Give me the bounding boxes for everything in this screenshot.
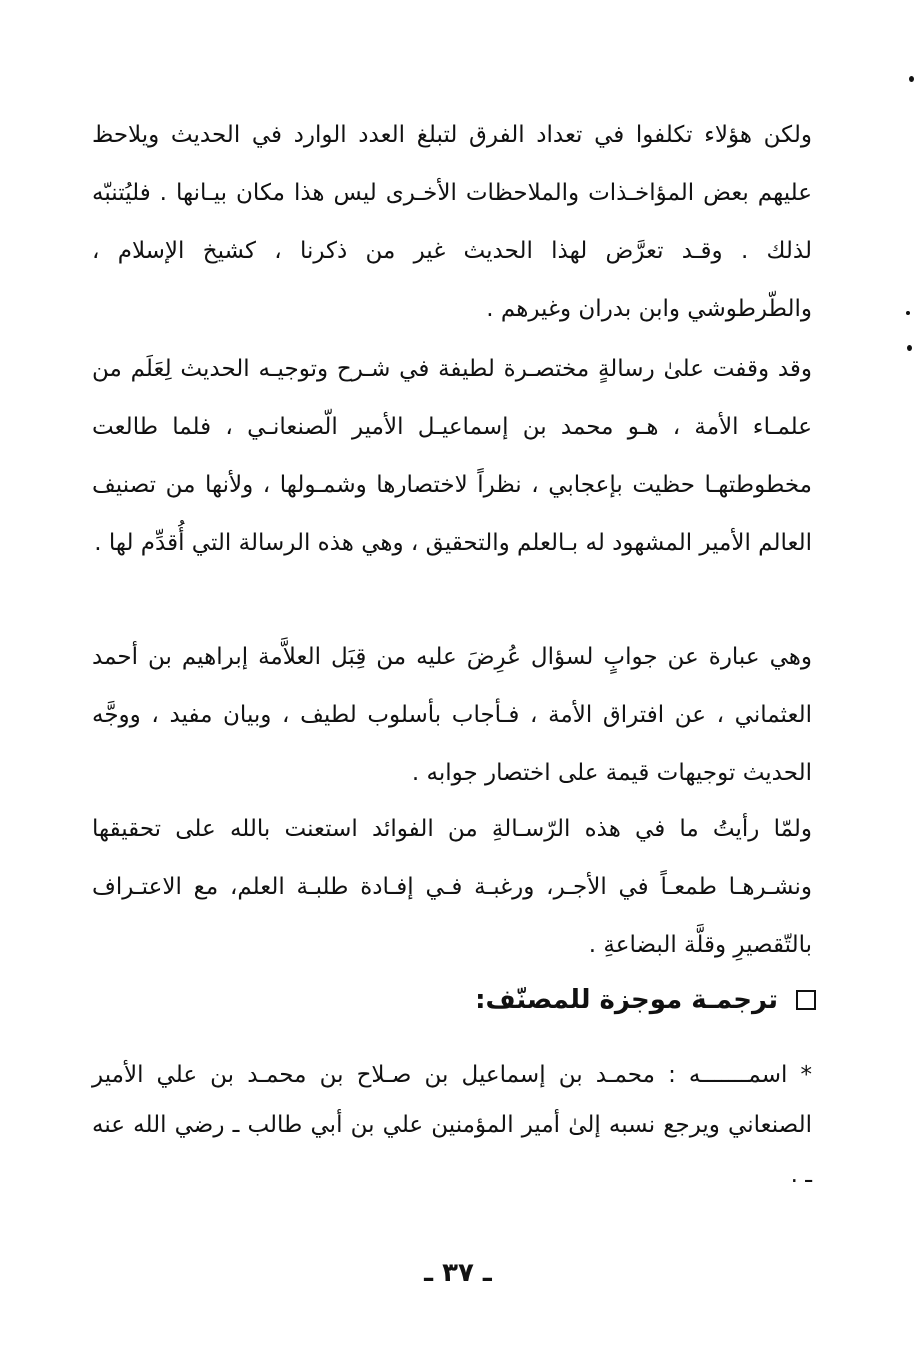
page-number: ـ ٣٧ ـ	[424, 1258, 492, 1288]
paragraph-author-name: * اسمـــــــه : محمـد بن إسماعيل بن صـلاح بن محمـد بن علي الأمير الصنعاني ويرجع نسبه إلىٰ أمير المؤمنين علي بن أبي طالب ـ رضي الله عنه ـ .	[92, 1062, 812, 1188]
paragraph-editing-motive: ولمّا رأيتُ ما في هذه الرّسـالةِ من الفوائد استعنت بالله على تحقيقها ونشـرهـا طمعـاً في الأجـر، ورغبـة فـي إفـادة طلبـة العلم، مع الاعتـراف بالتّقصيرِ وقلَّة البضاعةِ .	[92, 816, 812, 958]
margin-mark	[907, 345, 912, 351]
margin-mark	[909, 76, 914, 82]
paragraph-risala-origin: وهي عبارة عن جوابٍ لسؤال عُرِضَ عليه من قِبَل العلاَّمة إبراهيم بن أحمد العثماني ، عن افتراق الأمة ، فـأجاب بأسلوب لطيف ، وبيان مفيد ، ووجَّه الحديث توجيهات قيمة على اختصار جوابه .	[92, 644, 812, 786]
margin-mark	[906, 311, 910, 315]
square-bullet-icon	[796, 990, 816, 1010]
section-heading	[475, 977, 816, 1023]
paragraph-risala-intro: وقد وقفت علىٰ رسالةٍ مختصـرة لطيفة في شـرح وتوجيـه الحديث لِعَلَم من علمـاء الأمة ، هـو محمد بن إسماعيـل الأمير الّصنعانـي ، فلما طالعت مخطوطتهـا حظيت بإعجابي ، نظراً لاختصارها وشمـولها ، ولأنها من تصنيف العالم الأمير المشهود له بـالعلم والتحقيق ، وهي هذه الرسالة التي أُقدِّم لها .	[92, 356, 812, 556]
section-heading-text: ترجمـة موجزة للمصنّف:	[475, 985, 778, 1015]
paragraph-firaq-note: ولكن هؤلاء تكلفوا في تعداد الفرق لتبلغ العدد الوارد في الحديث ويلاحظ عليهم بعض المؤاخـذات والملاحظات الأخـرى ليس هذا مكان بيـانها . فليُتنبّه لذلك . وقـد تعرَّض لهذا الحديث غير من ذكرنا ، كشيخ الإسلام ، والطّرطوشي وابن بدران وغيرهم .	[92, 122, 812, 322]
